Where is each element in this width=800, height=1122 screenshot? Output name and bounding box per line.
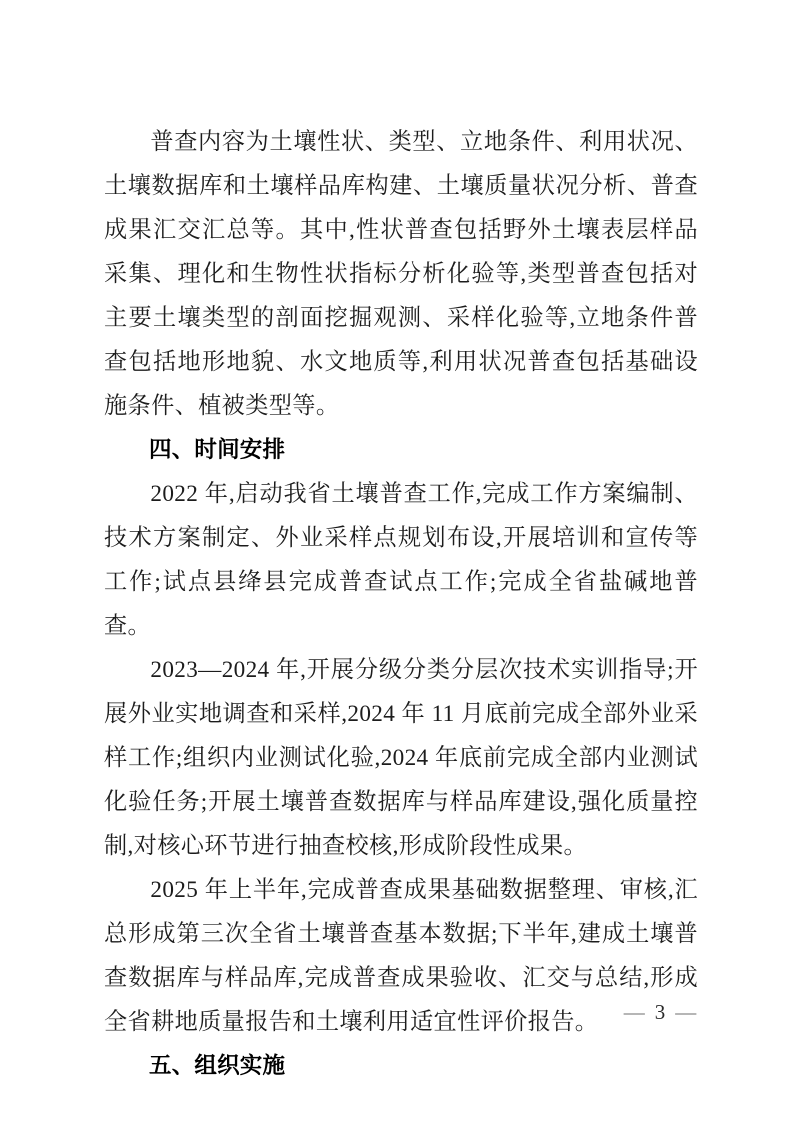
page-footer [0,997,800,1027]
paragraph-survey-contents: 普查内容为土壤性状、类型、立地条件、利用状况、土壤数据库和土壤样品库构建、土壤质量状况分析、普查成果汇交汇总等。其中,性状普查包括野外土壤表层样品采集、理化和生物性状指标分析化验等,类型普查包括对主要土壤类型的剖面挖掘观测、采样化验等,立地条件普查包括地形地貌、水文地质等,利用状况普查包括基础设施条件、植被类型等。 [104,129,698,419]
page-footer-inner [614,997,707,1027]
page-number: 3 [654,1000,666,1024]
paragraph-year-2022: 2022 年,启动我省土壤普查工作,完成工作方案编制、技术方案制定、外业采样点规划布设,开展培训和宣传等工作;试点县绛县完成普查试点工作;完成全省盐碱地普查。 [104,481,698,639]
paragraph-year-2025: 2025 年上半年,完成普查成果基础数据整理、审核,汇总形成第三次全省土壤普查基本数据;下半年,建成土壤普查数据库与样品库,完成普查成果验收、汇交与总结,形成全省耕地质量报告和土壤利用适宜性评价报告。 [104,877,698,1035]
footer-dash-left-icon: — [623,1000,645,1024]
heading-section-five: 五、组织实施 [149,1053,286,1078]
footer-dash-right-icon: — [675,1000,697,1024]
paragraph-years-2023-2024: 2023—2024 年,开展分级分类分层次技术实训指导;开展外业实地调查和采样,2024 年 11 月底前完成全部外业采样工作;组织内业测试化验,2024 年底前完成全部内业测试化验任务;开展土壤普查数据库与样品库建设,强化质量控制,对核心环节进行抽查校核,形成阶段性成果。 [104,657,698,859]
heading-section-four: 四、时间安排 [149,437,286,462]
text-column [104,120,698,1088]
